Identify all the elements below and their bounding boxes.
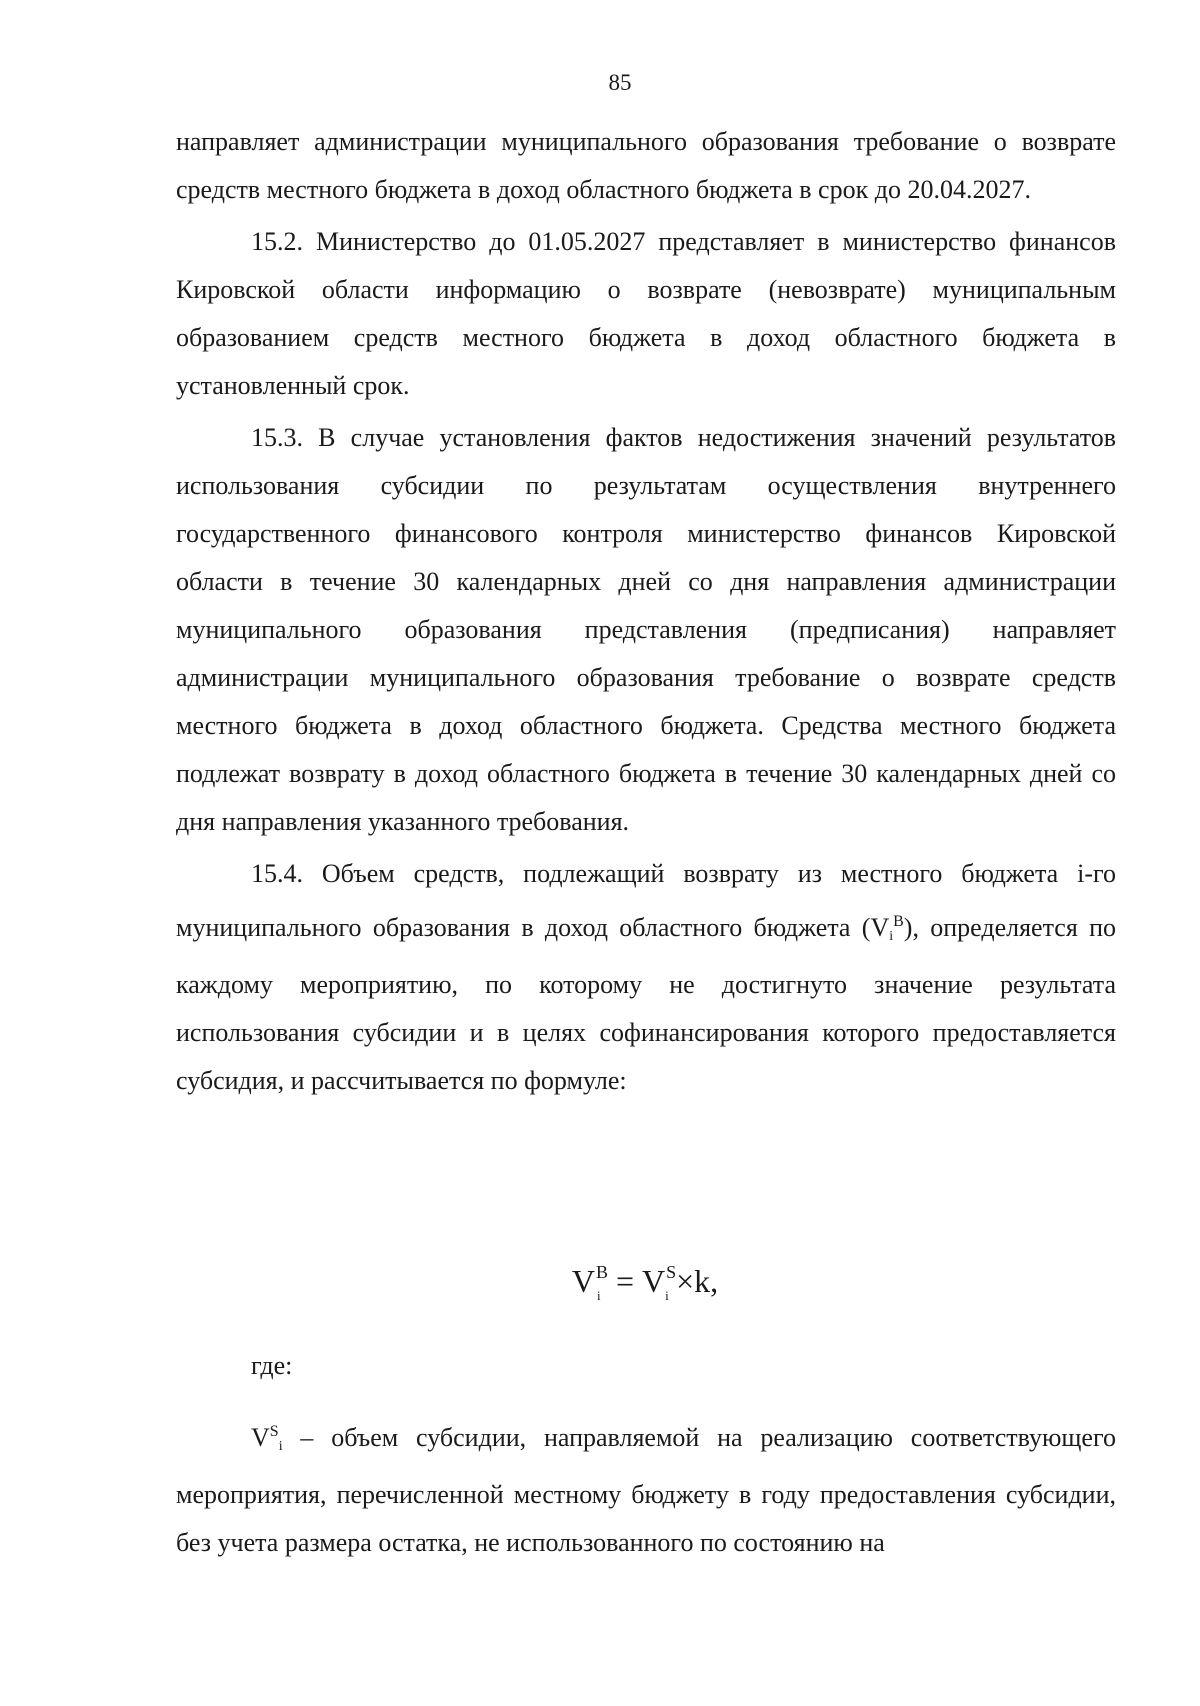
symbol-vib: $Vi^B$ (870, 913, 904, 944)
paragraph-15-4-lead: 15.4. Объем средств, подлежащий возврату из местного бюджета i-го муниципального образования в доход областного бюджета ( (176, 859, 1116, 942)
formula-trailing: , (710, 1263, 719, 1299)
definition-text: – объем субсидии, направляемой на реализацию соответствующего мероприятия, перечисленной местному бюджету в году предоставления субсидии, без учета размера остатка, не использованного по состоянию на (176, 1423, 1116, 1557)
definition-vis (176, 1408, 1116, 1567)
paragraph-15-3: 15.3. В случае установления фактов недостижения значений результатов использования субсидии по результатам осуществления внутреннего государственного финансового контроля министерство финансов Кировской области в течение 30 календарных дней со дня направления администрации муниципального образования представления (предписания) направляет администрации муниципального образования требование о возврате средств местного бюджета в доход областного бюджета. Средства местного бюджета подлежат возврату в доход областного бюджета в течение 30 календарных дней со дня направления указанного требования. (176, 423, 1116, 836)
page-number: 85 (608, 70, 632, 95)
definition-block (176, 1408, 1116, 1567)
formula (0, 1262, 1200, 1303)
paragraph-15-4 (176, 850, 1116, 1105)
formula-lhs: $V^Bi$ (571, 1262, 608, 1303)
symbol-vis: $V^Si$ (251, 1423, 283, 1454)
body-text (176, 118, 1116, 1105)
formula-factor: k (694, 1263, 711, 1299)
paragraph-15-2: 15.2. Министерство до 01.05.2027 представляет в министерство финансов Кировской области информацию о возврате (невозврате) муниципальным образованием средств местного бюджета в доход областного бюджета в установленный срок. (176, 227, 1116, 400)
formula-equals: = (615, 1263, 634, 1299)
paragraph-15-4-tail: ), определяется по каждому мероприятию, по которому не достигнуто значение результата использования субсидии и в целях софинансирования которого предоставляется субсидия, и рассчитывается по формуле: (176, 913, 1117, 1095)
formula-rhs-term: $V^Si$ (642, 1262, 677, 1303)
formula-times: × (676, 1263, 695, 1299)
paragraph-continuation: направляет администрации муниципального образования требование о возврате средств местного бюджета в доход областного бюджета в срок до 20.04.2027. (176, 127, 1116, 204)
where-label: где: (251, 1351, 293, 1380)
